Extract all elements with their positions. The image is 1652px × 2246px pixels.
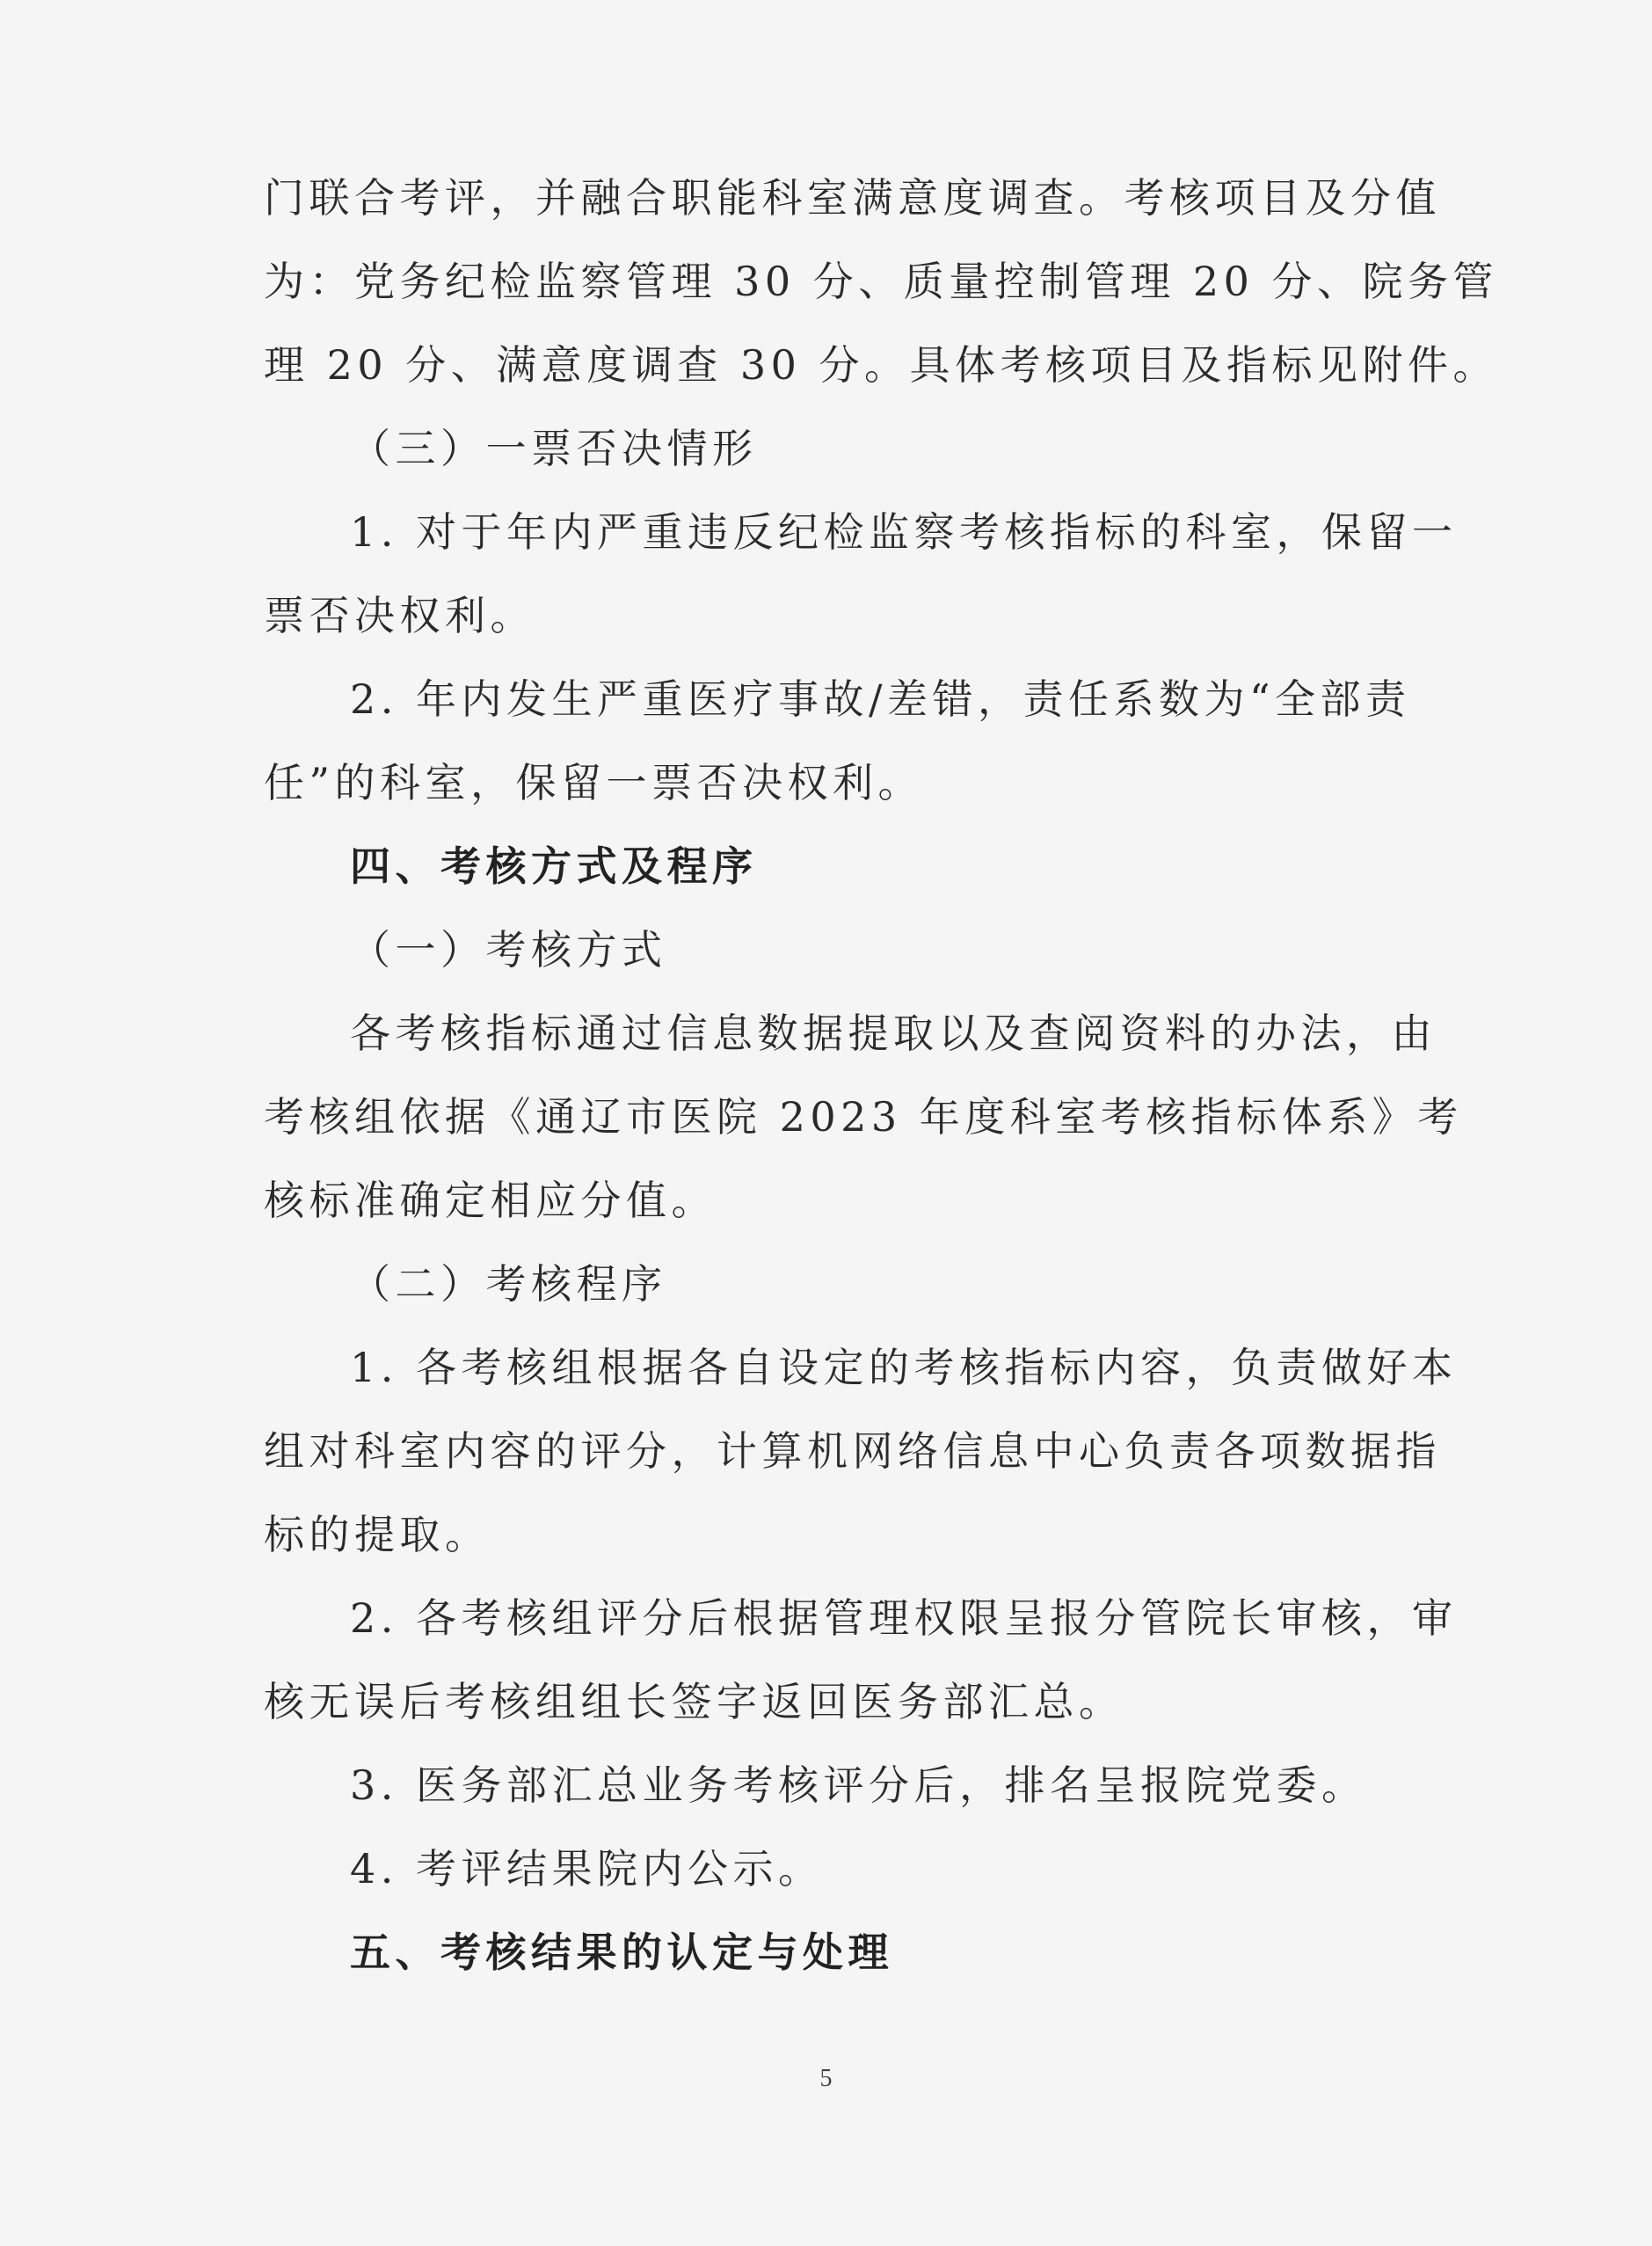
paragraph-line: 标的提取。 bbox=[264, 1511, 491, 1558]
paragraph-line: 1. 各考核组根据各自设定的考核指标内容，负责做好本 bbox=[350, 1344, 1458, 1391]
paragraph-line: 核标准确定相应分值。 bbox=[264, 1177, 717, 1224]
paragraph-line: 核无误后考核组组长签字返回医务部汇总。 bbox=[264, 1678, 1124, 1725]
subsection-heading: （三）一票否决情形 bbox=[350, 425, 758, 472]
paragraph-line: 3. 医务部汇总业务考核评分后，排名呈报院党委。 bbox=[350, 1761, 1367, 1809]
subsection-heading: （一）考核方式 bbox=[350, 926, 667, 974]
section-heading: 四、考核方式及程序 bbox=[350, 842, 758, 890]
paragraph-line: 票否决权利。 bbox=[264, 592, 535, 639]
paragraph-line: 2. 年内发生严重医疗事故/差错，责任系数为“全部责 bbox=[350, 675, 1411, 723]
document-body bbox=[264, 157, 1499, 1994]
paragraph-line: 理 20 分、满意度调查 30 分。具体考核项目及指标见附件。 bbox=[264, 341, 1499, 389]
paragraph-line: 2. 各考核组评分后根据管理权限呈报分管院长审核，审 bbox=[350, 1594, 1458, 1642]
paragraph-line: 4. 考评结果院内公示。 bbox=[350, 1845, 824, 1892]
page-number: 5 bbox=[819, 2065, 833, 2092]
paragraph-line: 1. 对于年内严重违反纪检监察考核指标的科室，保留一 bbox=[350, 508, 1458, 556]
paragraph-line: 各考核指标通过信息数据提取以及查阅资料的办法，由 bbox=[350, 1010, 1437, 1057]
paragraph-line: 任”的科室，保留一票否决权利。 bbox=[264, 759, 924, 806]
paragraph-line: 考核组依据《通辽市医院 2023 年度科室考核指标体系》考 bbox=[264, 1093, 1463, 1141]
section-heading: 五、考核结果的认定与处理 bbox=[350, 1929, 893, 1976]
paragraph-line: 为：党务纪检监察管理 30 分、质量控制管理 20 分、院务管 bbox=[264, 258, 1499, 305]
paragraph-line: 门联合考评，并融合职能科室满意度调查。考核项目及分值 bbox=[264, 174, 1441, 222]
subsection-heading: （二）考核程序 bbox=[350, 1260, 667, 1308]
paragraph-line: 组对科室内容的评分，计算机网络信息中心负责各项数据指 bbox=[264, 1427, 1441, 1475]
